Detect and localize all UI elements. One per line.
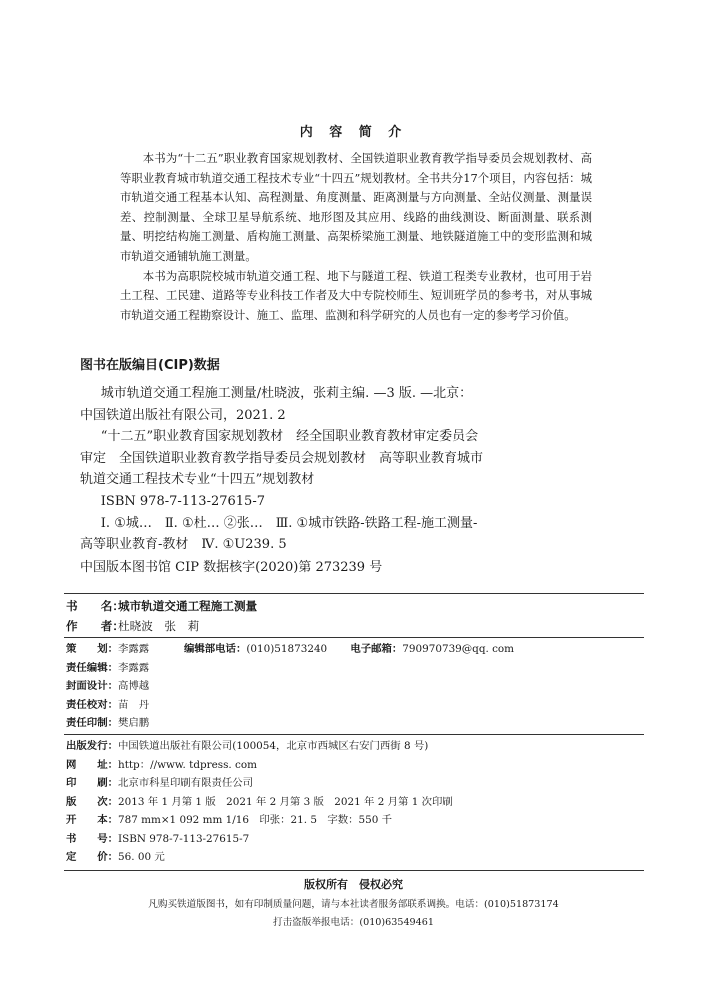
book-title: 城市轨道交通工程施工测量 <box>118 599 258 613</box>
edition-value: 2013 年 1 月第 1 版 2021 年 2 月第 3 版 2021 年 2 月第 1 次印刷 <box>118 795 453 808</box>
summary-title: 内 容 简 介 <box>299 125 408 140</box>
cover-designer-value: 高博越 <box>118 680 150 692</box>
price-label: 定 价： <box>66 851 118 863</box>
divider <box>64 870 644 871</box>
piracy-hotline: 打击盗版举报电话：(010)63549461 <box>273 917 434 928</box>
divider <box>64 734 644 735</box>
proofreader-label: 责任校对： <box>66 698 118 711</box>
editor-label: 责任编辑： <box>66 661 118 674</box>
isbn-value: ISBN 978-7-113-27615-7 <box>118 832 250 845</box>
book-title-label: 书 名： <box>66 599 124 613</box>
website-value: http：//www. tdpress. com <box>118 758 257 771</box>
author-value: 杜晓波 张 莉 <box>118 619 200 633</box>
cip-heading: 图书在版编目(CIP)数据 <box>80 358 220 373</box>
cip-line: ISBN 978-7-113-27615-7 <box>100 493 265 509</box>
summary-paragraph-2: 本书为高职院校城市轨道交通工程、地下与隧道工程、铁道工程类专业教材，也可用于岩土工程、工民建、道路等专业科技工作者及大中专院校师生、短训班学员的参考书，对从事城市轨道交通工程勘察设计、施工、监理、监测和科学研究的人员也有一定的参考学习价值。 <box>120 268 592 322</box>
cip-line: 轨道交通工程技术专业“十四五”规划教材 <box>80 472 315 488</box>
print-manager-value: 樊启鹏 <box>118 717 150 729</box>
cip-line: 中国铁道出版社有限公司，2021. 2 <box>80 407 286 423</box>
cip-line: 高等职业教育-教材 Ⅳ. ①U239. 5 <box>80 537 287 553</box>
planner-value: 李露露 <box>118 643 150 655</box>
author-label: 作 者： <box>66 619 124 633</box>
print-manager-label: 责任印制： <box>66 717 118 729</box>
staff-info <box>66 640 514 733</box>
divider <box>64 593 644 594</box>
book-info <box>66 597 257 637</box>
cover-designer-label: 封面设计： <box>66 680 118 692</box>
publish-info <box>66 737 453 867</box>
phone-label: 编辑部电话： <box>184 643 247 655</box>
cip-line: 审定 全国铁道职业教育教学指导委员会规划教材 高等职业教育城市 <box>80 450 484 466</box>
email-value: 790970739@qq. com <box>402 643 515 655</box>
format-label: 开 本： <box>66 814 118 826</box>
email-label: 电子邮箱： <box>350 643 403 655</box>
divider <box>64 637 644 638</box>
phone-value: (010)51873240 <box>246 643 328 655</box>
service-notice: 凡购买铁道版图书，如有印制质量问题，请与本社读者服务部联系调换。电话：(010)51873174 <box>148 899 559 910</box>
format-value: 787 mm×1 092 mm 1/16 印张：21. 5 字数：550 千 <box>118 814 393 826</box>
printer-value: 北京市科星印刷有限责任公司 <box>118 777 254 789</box>
copyright-notice: 版权所有 侵权必究 <box>304 878 403 891</box>
cip-line: Ⅰ. ①城… Ⅱ. ①杜… ②张… Ⅲ. ①城市铁路-铁路工程-施工测量- <box>100 515 478 531</box>
cip-line: 城市轨道交通工程施工测量/杜晓波，张莉主编. —3 版. —北京： <box>100 386 473 401</box>
edition-label: 版 次： <box>66 795 118 808</box>
summary-paragraph-1: 本书为“十二五”职业教育国家规划教材、全国铁道职业教育教学指导委员会规划教材、高等职业教育城市轨道交通工程技术专业“十四五”规划教材。全书共分17个项目，内容包括：城市轨道交通工程基本认知、高程测量、角度测量、距离测量与方向测量、全站仪测量、测量误差、控制测量、全球卫星导航系统、地形图及其应用、线路的曲线测设、断面测量、联系测量、明挖结构施工测量、盾构施工测量、高架桥梁施工测量、地铁隧道施工中的变形监测和城市轨道交通铺轨施工测量。 <box>120 151 592 263</box>
cip-line: “十二五”职业教育国家规划教材 经全国职业教育教材审定委员会 <box>100 429 479 445</box>
isbn-label: 书 号： <box>66 832 118 845</box>
printer-label: 印 刷： <box>66 777 118 789</box>
cip-block <box>80 383 610 556</box>
publisher-label: 出版发行： <box>66 740 118 752</box>
proofreader-value: 苗 丹 <box>118 698 150 711</box>
price-value: 56. 00 元 <box>118 851 165 863</box>
cip-number: 中国版本图书馆 CIP 数据核字(2020)第 273239 号 <box>80 560 383 575</box>
publisher-value: 中国铁道出版社有限公司(100054，北京市西城区右安门西街 8 号) <box>118 740 429 752</box>
summary-body <box>120 149 592 325</box>
planner-label: 策 划： <box>66 643 118 655</box>
website-label: 网 址： <box>66 758 118 771</box>
editor-value: 李露露 <box>118 661 150 674</box>
